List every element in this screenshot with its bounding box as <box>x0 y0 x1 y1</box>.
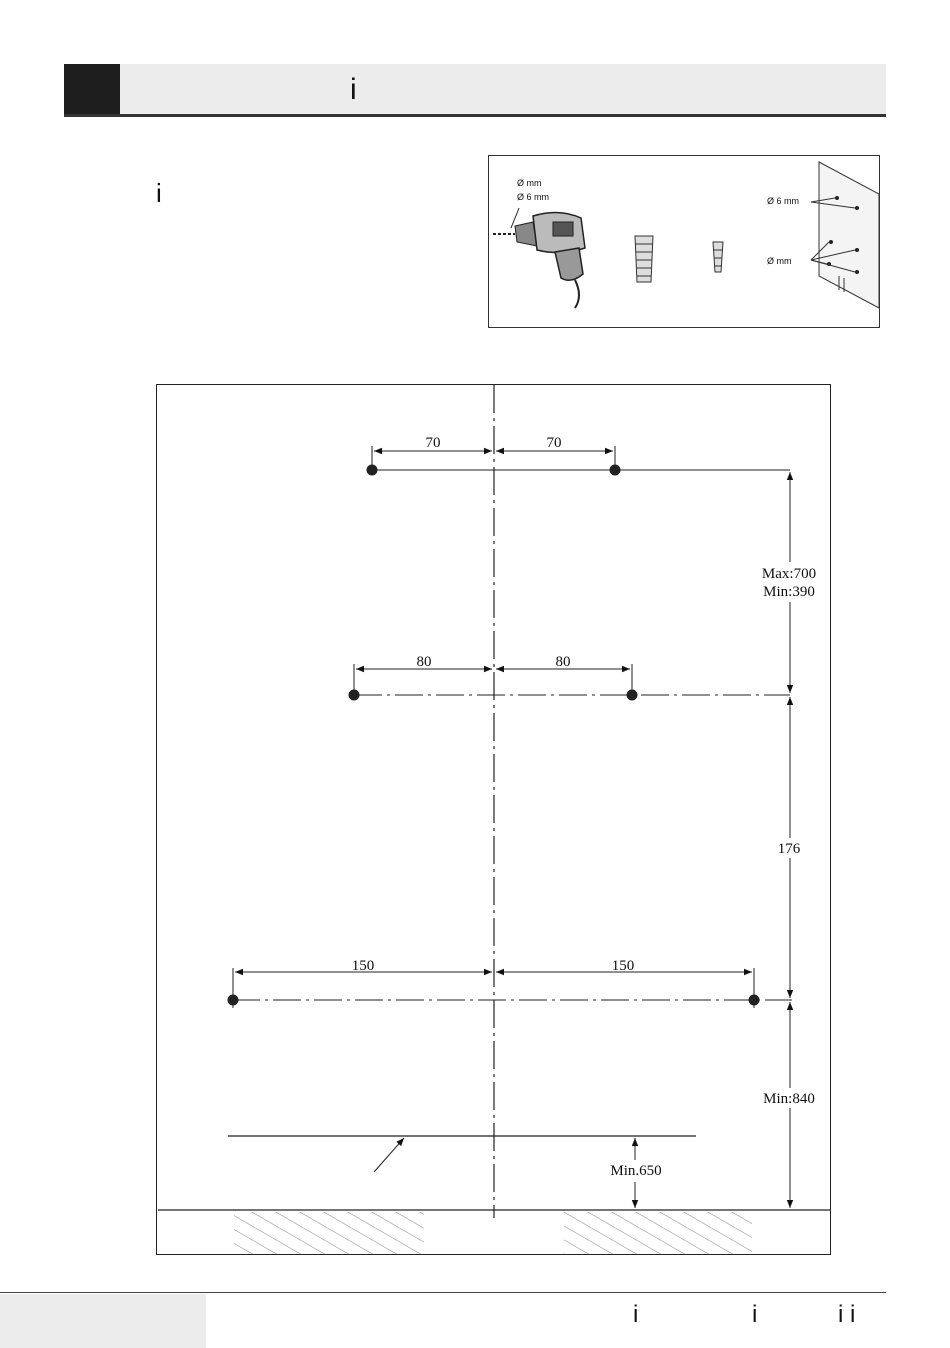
footer-text-2: i <box>752 1301 758 1328</box>
footer-text-1: i <box>633 1301 639 1328</box>
dim-max: Max:700 <box>761 566 817 582</box>
dim-min: Min:390 <box>763 584 815 600</box>
dim-mid-left: 80 <box>416 654 432 670</box>
drill-bit-label-1: Ø mm <box>517 178 542 188</box>
drill-hole <box>367 465 378 476</box>
hob-pointer-arrow <box>374 1138 404 1172</box>
dim-176: 176 <box>777 841 801 857</box>
floor-hatch-right <box>564 1212 752 1254</box>
dim-top-left: 70 <box>425 435 441 451</box>
row-middle <box>349 654 791 701</box>
intro-text: i <box>156 178 162 208</box>
dim-mid-right: 80 <box>555 654 571 670</box>
footer-rule <box>0 1292 886 1293</box>
dim-bottom-right: 150 <box>611 958 635 974</box>
screw-label-1: Ø 6 mm <box>767 196 800 206</box>
row-top <box>367 435 791 476</box>
drill-hole <box>749 995 760 1006</box>
footer-block <box>0 1294 206 1348</box>
dim-min840: Min:840 <box>763 1091 815 1107</box>
drill-hole <box>349 690 360 701</box>
page-title: i <box>350 73 357 106</box>
drill-hole <box>228 995 239 1006</box>
floor-hatch-left <box>234 1212 424 1254</box>
vertical-dimension-chain <box>756 472 824 1208</box>
drill-hole <box>627 690 638 701</box>
hob-height-dimension <box>610 1138 661 1208</box>
row-bottom <box>228 958 793 1008</box>
drill-bit-label-2: Ø 6 mm <box>517 192 550 202</box>
screw-label-2: Ø mm <box>767 256 792 266</box>
drill-hole <box>610 465 621 476</box>
footer-text-3: i i <box>838 1301 856 1328</box>
dim-bottom-left: 150 <box>351 958 375 974</box>
dim-top-right: 70 <box>546 435 562 451</box>
dim-min650: Min.650 <box>610 1163 662 1179</box>
